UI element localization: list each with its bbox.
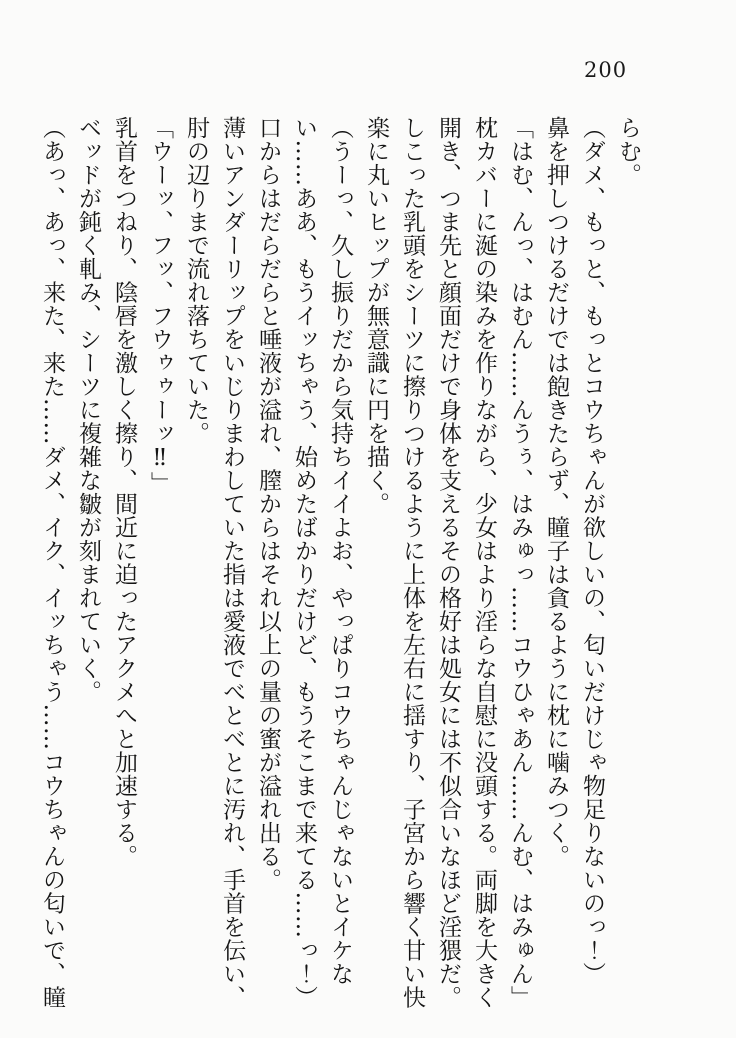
paragraph: （ダメ、もっと、もっとコウちゃんが欲しいの、匂いだけじゃ物足りないのっ！） — [579, 116, 605, 986]
paragraph: 口からはだらだらと唾液が溢れ、膣からはそれ以上の量の蜜が溢れ出る。 — [255, 116, 281, 892]
paragraph: 枕カバーに涎の染みを作りながら、少女はより淫らな自慰に没頭する。両脚を大きく開き、つま先と顔面だけで身体を支えるその格好は処女には不似合いなほど淫猥だ。 — [435, 116, 497, 1009]
paragraph: （あっ、あっ、来た、来た……ダメ、イク、イッちゃう……コウちゃんの匂いで、瞳 — [39, 116, 65, 1009]
paragraph: （うーっ、久し振りだから気持ちイイよお、やっぱりコウちゃんじゃないとイケない……ああ、もうイッちゃう、始めたばかりだけど、もうそこまで来てる……っ！） — [291, 116, 353, 1009]
text-block — [30, 116, 646, 1013]
paragraph: しこった乳頭をシーツに擦りつけるように上体を左右に揺すり、子宮から響く甘い快楽に丸いヒップが無意識に円を描く。 — [363, 116, 425, 1009]
paragraph: 「ウーッ、フッ、フウゥゥーッ‼」 — [147, 116, 173, 495]
page-number: 200 — [584, 58, 628, 82]
paragraph: 薄いアンダーリップをいじりまわしていた指は愛液でべとべとに汚れ、手首を伝い、肘の辺りまで流れ落ちていた。 — [183, 116, 245, 1009]
paragraph: ベッドが鈍く軋み、シーツに複雑な皺が刻まれていく。 — [75, 116, 101, 704]
paragraph: 乳首をつねり、陰唇を激しく擦り、間近に迫ったアクメへと加速する。 — [111, 116, 137, 868]
paragraph: らむ。 — [615, 116, 641, 187]
paragraph: 鼻を押しつけるだけでは飽きたらず、瞳子は貪るように枕に噛みつく。 — [543, 116, 569, 868]
paragraph: 「はむ、んっ、はむん……んうぅ、はみゅっ……コウひゃあん……んむ、はみゅん」 — [507, 116, 533, 1009]
